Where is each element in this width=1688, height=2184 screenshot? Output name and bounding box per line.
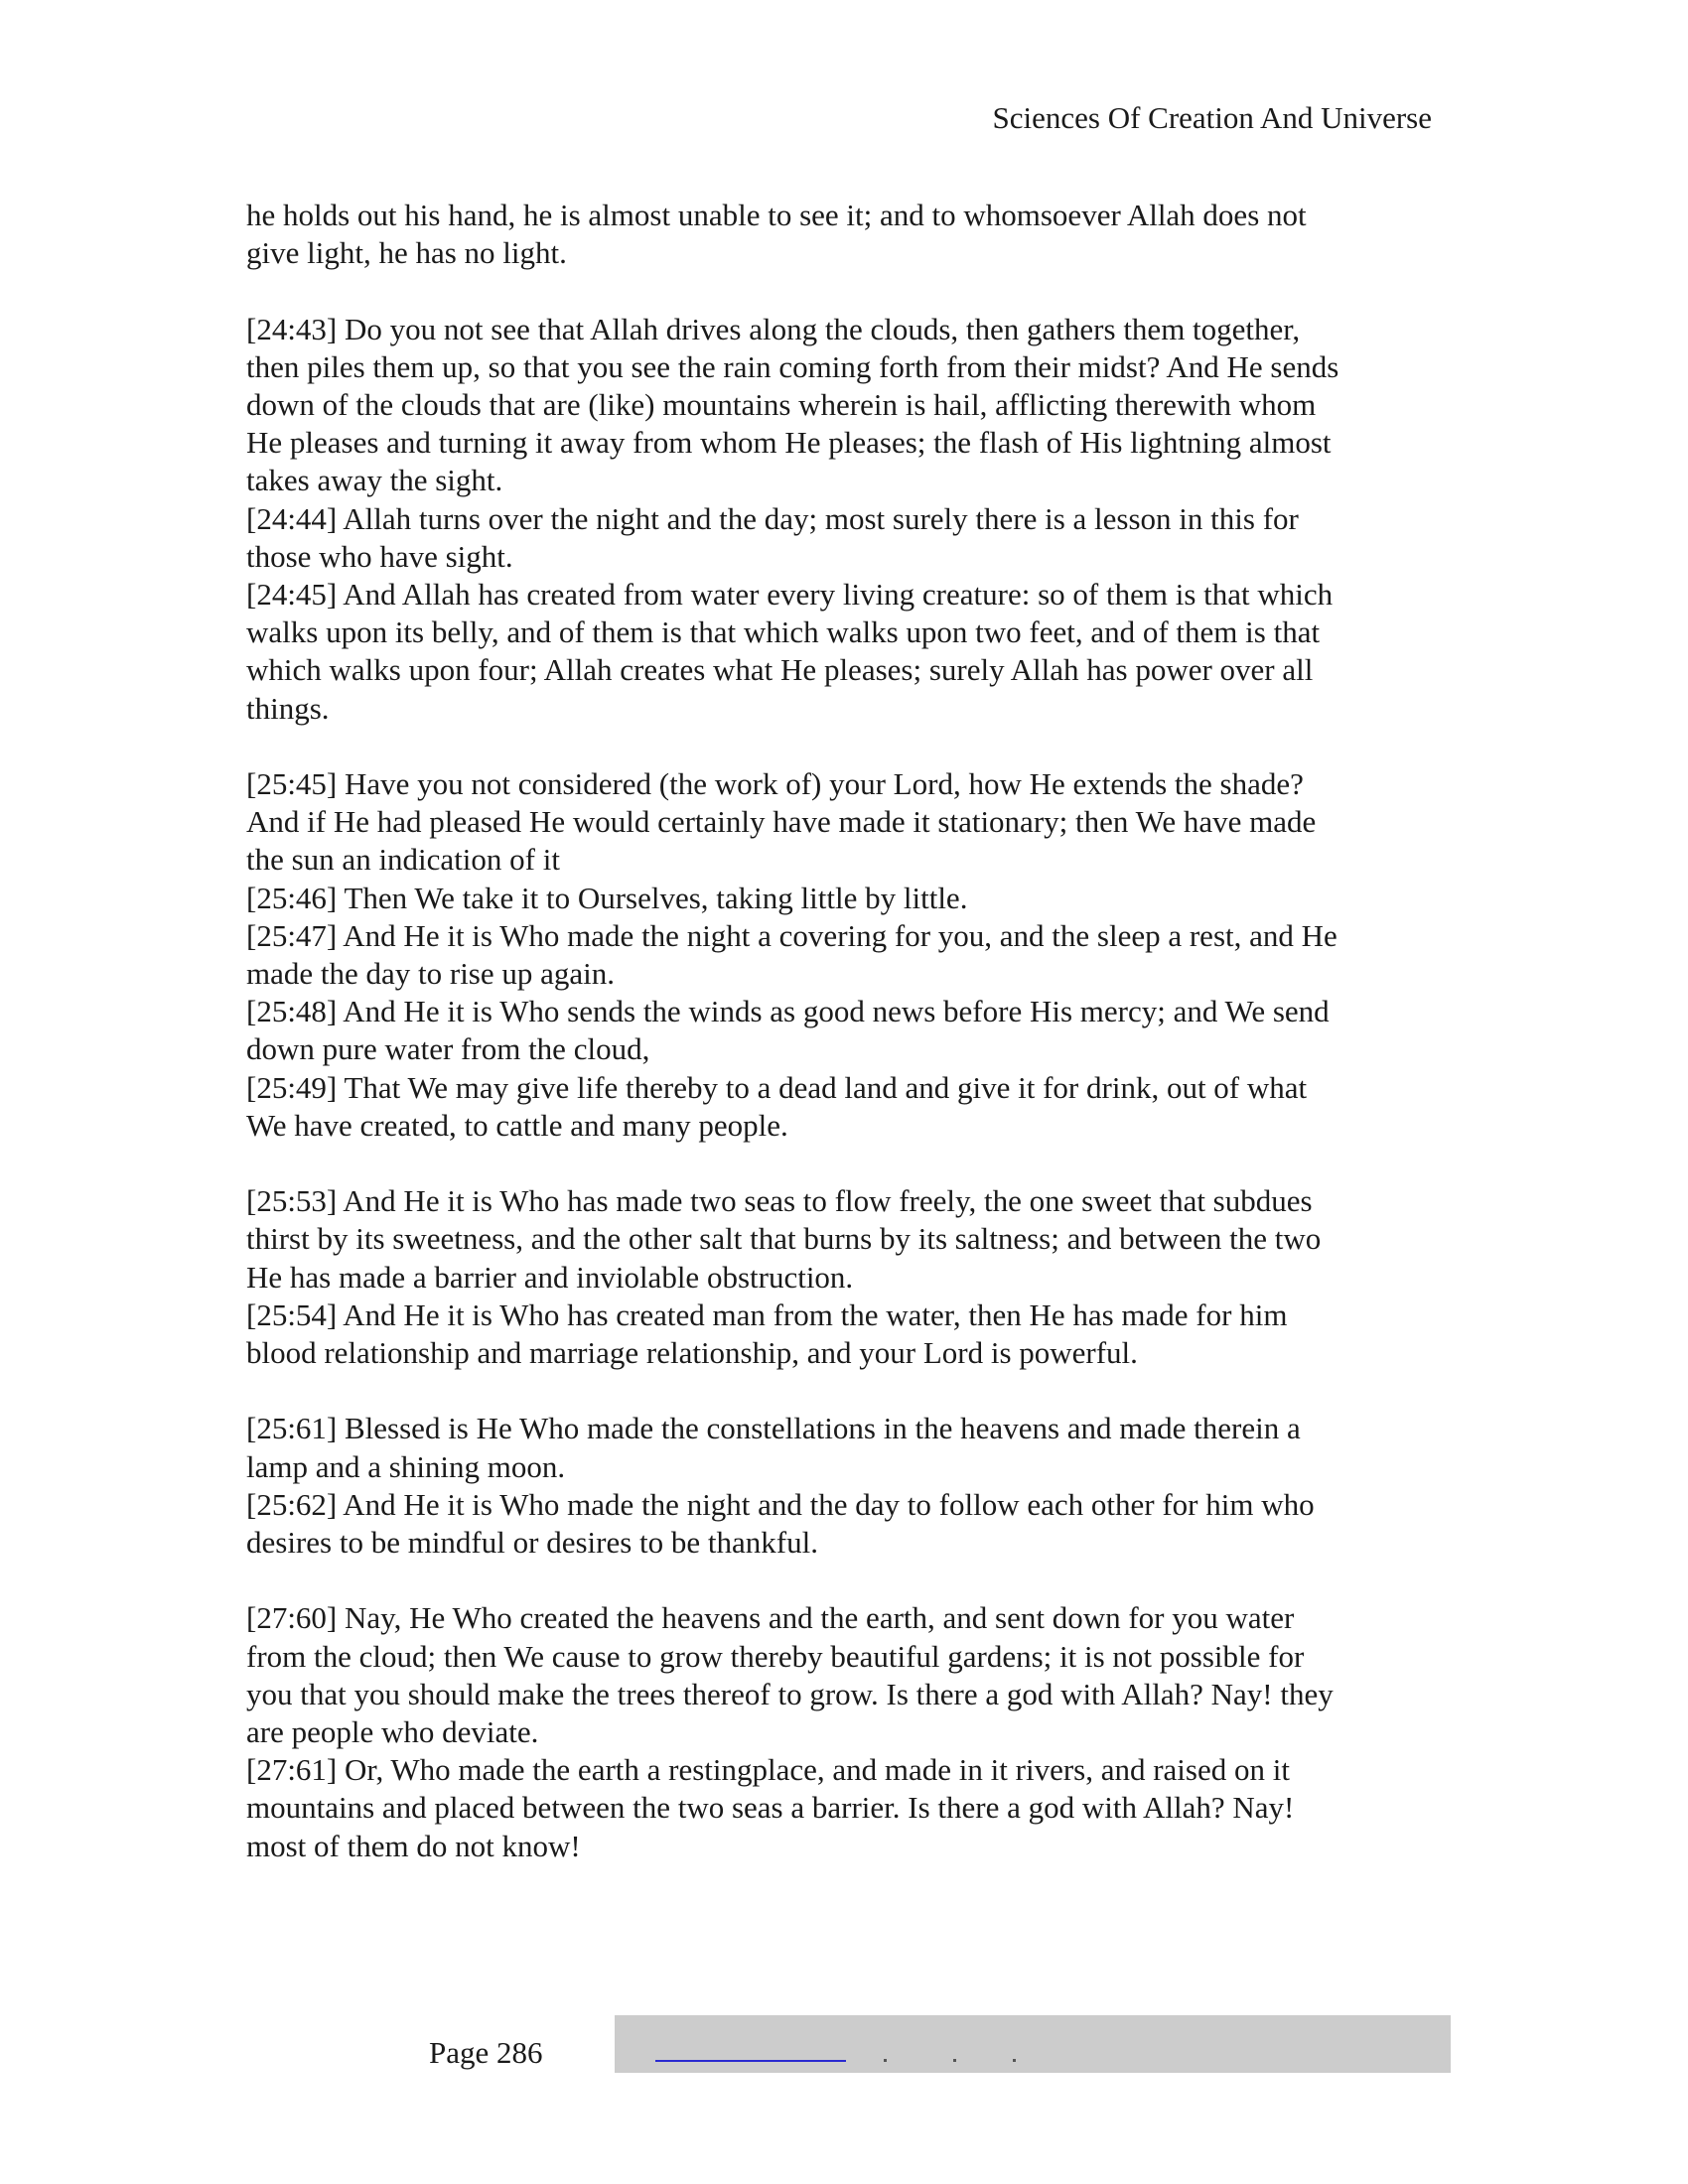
footer-link-underline[interactable] — [655, 2060, 846, 2062]
verse-24-44: [24:44] Allah turns over the night and the day; most surely there is a lesson in this for those who have sight. — [246, 500, 1299, 574]
footer-dot — [884, 2059, 887, 2062]
footer-dot — [1013, 2059, 1016, 2062]
verse-25-45: [25:45] Have you not considered (the work of) your Lord, how He extends the shade? And if He had pleased He would certainly have made it stationary; then We have made the sun an indication of it — [246, 766, 1317, 878]
verse-25-53: [25:53] And He it is Who has made two seas to flow freely, the one sweet that subdues thirst by its sweetness, and the other salt that burns by its saltness; and between the two He has made a barrier and inviolable obstruction. — [246, 1183, 1322, 1295]
verse-24-45: [24:45] And Allah has created from water every living creature: so of them is that which walks upon its belly, and of them is that which walks upon two feet, and of them is that which walks upon four; Allah creates what He pleases; surely Allah has power over all things. — [246, 577, 1334, 726]
footer-dot — [953, 2059, 956, 2062]
paragraph: he holds out his hand, he is almost unable to see it; and to whomsoever Allah does not give light, he has no light. — [246, 198, 1307, 271]
text-block-surah-25-c — [246, 1410, 1458, 1562]
verse-25-61: [25:61] Blessed is He Who made the constellations in the heavens and made therein a lamp and a shining moon. — [246, 1411, 1301, 1484]
text-block-continuation — [246, 197, 1458, 272]
verse-25-46: [25:46] Then We take it to Ourselves, taking little by little. — [246, 880, 968, 915]
text-block-surah-27 — [246, 1599, 1458, 1864]
text-block-surah-25-b — [246, 1182, 1458, 1372]
text-block-surah-24 — [246, 311, 1458, 728]
verse-24-43: [24:43] Do you not see that Allah drives along the clouds, then gathers them together, then piles them up, so that you see the rain coming forth from their midst? And He sends down of the clouds that are (like) mountains wherein is hail, afflicting therewith whom He pleases and turning it away from whom He pleases; the flash of His lightning almost takes away the sight. — [246, 311, 1339, 498]
footer-gray-band — [615, 2015, 1451, 2073]
verse-27-60: [27:60] Nay, He Who created the heavens and the earth, and sent down for you water from the cloud; then We cause to grow thereby beautiful gardens; it is not possible for you that you should make the trees thereof to grow. Is there a god with Allah? Nay! they are people who deviate. — [246, 1600, 1334, 1750]
verse-25-47: [25:47] And He it is Who made the night a covering for you, and the sleep a rest, and He made the day to rise up again. — [246, 917, 1337, 992]
page-body — [246, 197, 1458, 1865]
verse-27-61: [27:61] Or, Who made the earth a restingplace, and made in it rivers, and raised on it mountains and placed between the two seas a barrier. Is there a god with Allah? Nay! most of them do not know! — [246, 1752, 1295, 1863]
verse-25-62: [25:62] And He it is Who made the night and the day to follow each other for him who desires to be mindful or desires to be thankful. — [246, 1486, 1315, 1561]
verse-25-54: [25:54] And He it is Who has created man from the water, then He has made for him blood relationship and marriage relationship, and your Lord is powerful. — [246, 1297, 1288, 1371]
running-header: Sciences Of Creation And Universe — [992, 100, 1432, 135]
page-number: Page 286 — [429, 2035, 543, 2070]
verse-25-48: [25:48] And He it is Who sends the winds as good news before His mercy; and We send down pure water from the cloud, — [246, 994, 1330, 1067]
verse-25-49: [25:49] That We may give life thereby to a dead land and give it for drink, out of what We have created, to cattle and many people. — [246, 1069, 1308, 1143]
text-block-surah-25-a — [246, 765, 1458, 1145]
